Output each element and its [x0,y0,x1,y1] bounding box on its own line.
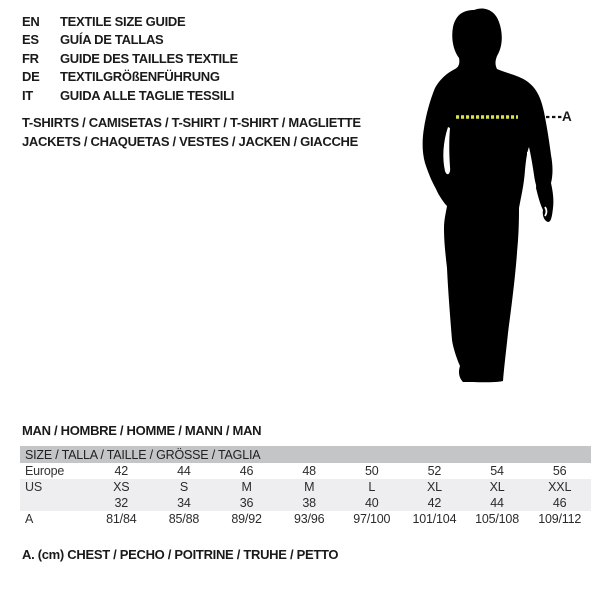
size-cell: 44 [490,496,504,510]
row-label [20,495,90,511]
size-cell: 89/92 [231,512,262,526]
lang-code: FR [22,50,39,66]
size-cell: 34 [177,496,191,510]
man-silhouette [423,9,554,383]
lang-label: GUIDE DES TAILLES TEXTILE [60,50,238,66]
size-cell: 93/96 [294,512,325,526]
size-cell: 42 [427,496,442,510]
size-cell: 81/84 [106,512,137,526]
lang-label: GUÍA DE TALLAS [60,32,164,48]
size-cell: 109/112 [538,512,582,526]
size-table [20,446,591,527]
size-cell: 46 [552,496,567,510]
size-cell: XS [113,480,130,494]
lang-label: TEXTILE SIZE GUIDE [60,14,186,29]
category-line-tshirts: T-SHIRTS / CAMISETAS / T-SHIRT / T-SHIRT / MAGLIETTE [22,115,361,130]
table-row-europe [20,463,591,479]
lang-code: IT [22,87,33,103]
size-cell: 36 [239,496,254,510]
size-cell: 52 [427,464,442,478]
table-row-chest-a [20,511,591,527]
lang-code: DE [22,69,40,85]
size-cell: M [241,480,252,494]
size-cell: XL [489,480,505,494]
size-cell: 38 [302,496,316,510]
row-label: A [25,512,34,526]
size-cell: S [179,480,188,494]
lang-label: GUIDA ALLE TAGLIE TESSILI [60,87,235,103]
size-cell: 97/100 [353,512,391,526]
size-cell: 85/88 [168,512,200,526]
size-cell: 32 [114,496,129,510]
size-cell: 40 [365,496,379,510]
size-cell: L [368,480,376,494]
row-label: US [25,480,42,494]
size-table-header: SIZE / TALLA / TAILLE / GRÖSSE / TAGLIA [20,446,591,463]
row-label: Europe [25,464,65,478]
size-cell: 46 [239,464,254,478]
size-cell: 105/108 [475,512,519,526]
lang-code: EN [22,14,40,29]
table-row-uk [20,495,591,511]
size-cell: 44 [177,464,191,478]
size-cell: 48 [302,464,316,478]
size-cell: XXL [548,480,572,494]
lang-label: TEXTILGRÖßENFÜHRUNG [60,69,220,85]
measure-label-a: A [562,109,572,124]
size-cell: 42 [114,464,129,478]
size-cell: 54 [490,464,504,478]
category-line-jackets: JACKETS / CHAQUETAS / VESTES / JACKEN / GIACCHE [22,133,358,149]
size-cell: 56 [552,464,567,478]
lang-code: ES [22,32,39,48]
measurement-footnote: A. (cm) CHEST / PECHO / POITRINE / TRUHE / PETTO [22,547,339,562]
table-row-us [20,479,591,495]
section-title-man: MAN / HOMBRE / HOMME / MANN / MAN [22,423,262,438]
size-cell: XL [426,480,442,494]
size-cell: 50 [365,464,379,478]
size-cell: M [304,480,315,494]
size-cell: 101/104 [412,512,457,526]
